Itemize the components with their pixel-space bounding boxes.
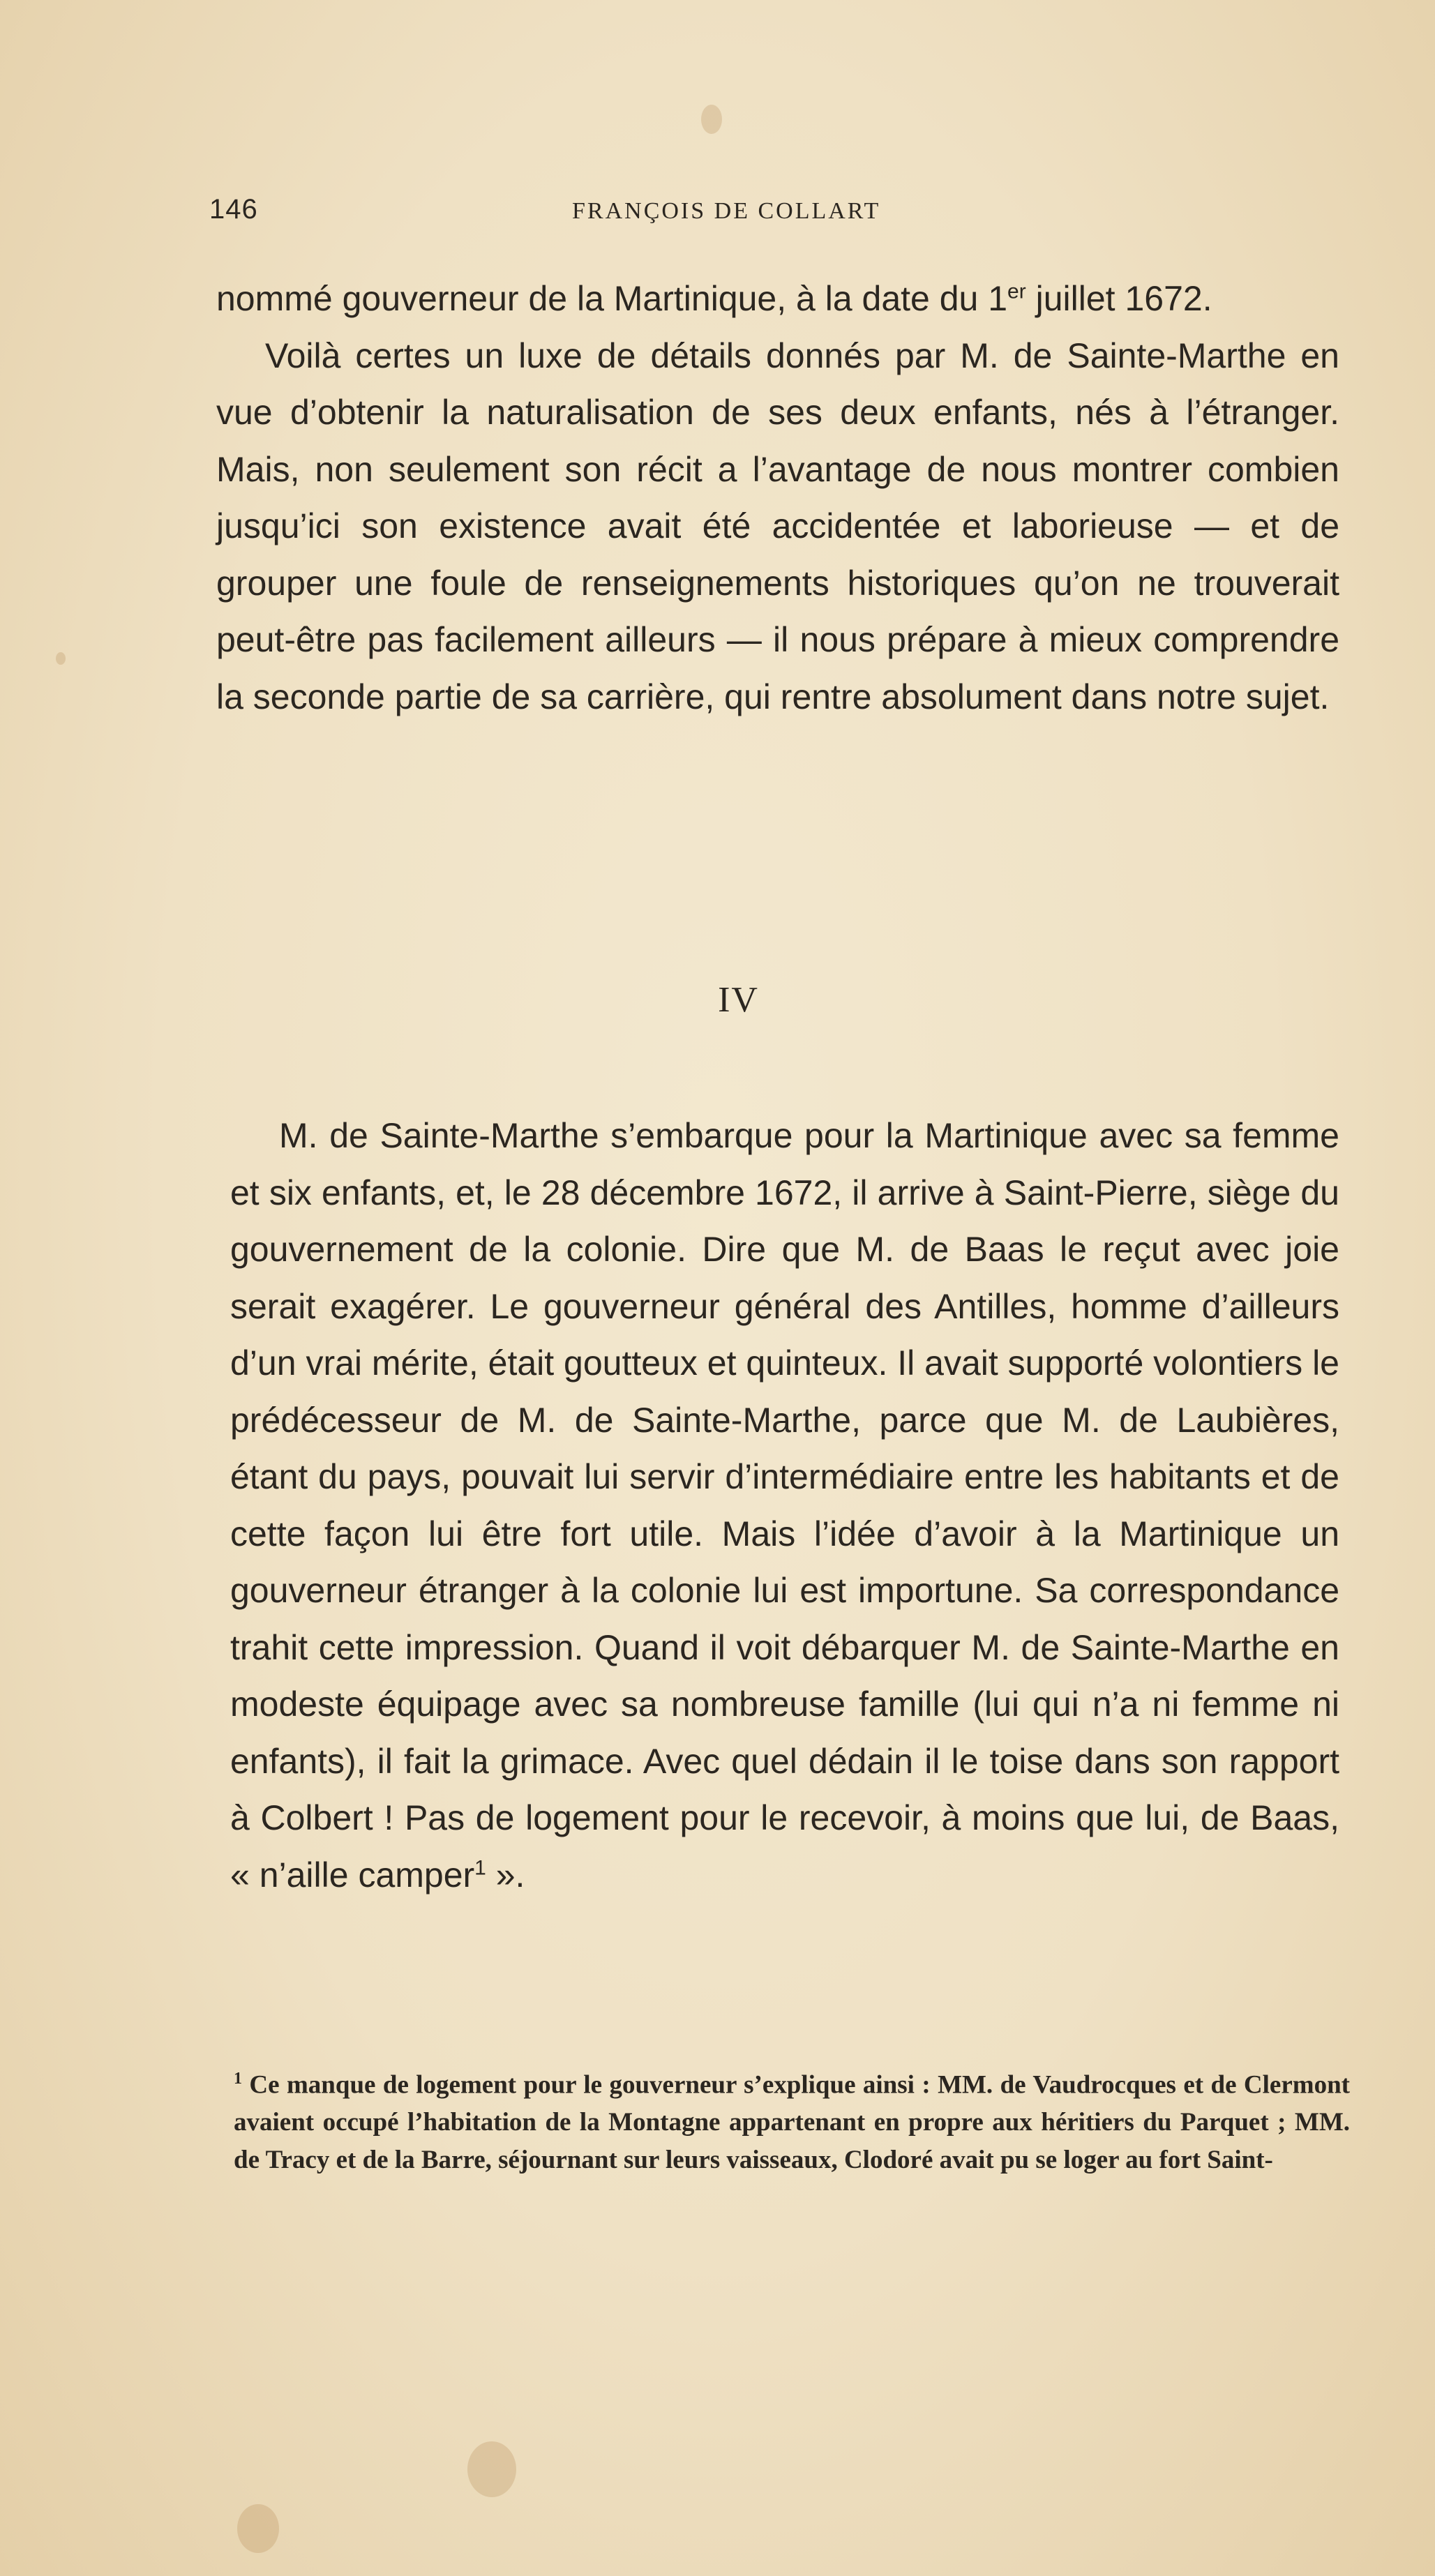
paragraph-text: M. de Sainte-Marthe s’embarque pour la Martinique avec sa femme et six enfants, et, le 28 décembre 1672, il arrive à Saint-Pierre, siège du gouvernement de la colonie. Dire que M. de Baas le reçut avec joie serait exagérer. Le gouverneur général des Antilles, homme d’ailleurs d’un vrai mérite, était goutteux et quinteux. Il avait supporté volontiers le prédécesseur de M. de Sainte-Marthe, parce que M. de Laubières, étant du pays, pouvait lui servir d’intermédiaire entre les habitants et de cette façon lui être fort utile. Mais l’idée d’avoir à la Martinique un gouverneur étranger à la colonie lui est importune. Sa correspondance trahit cette impression. Quand il voit débarquer M. de Sainte-Marthe en modeste équipage avec sa nombreuse famille (lui qui n’a ni femme ni enfants), il fait la grimace. Avec quel dédain il le toise dans son rapport à Colbert ! Pas de logement pour le recevoir, à moins que lui, de Baas, « n’aille camper xyxy=(230,1116,1339,1895)
footnote-marker: 1 xyxy=(234,2070,242,2088)
footnote xyxy=(234,2060,1350,2179)
footnote-text: Ce manque de logement pour le gouverneur s’explique ainsi : MM. de Vaudrocques et de Clermont avaient occupé l’habitation de la Montagne appartenant en propre aux héritiers du Parquet ; MM. de Tracy et de la Barre, séjournant sur leurs vaisseaux, Clodoré avait pu se loger au fort Saint- xyxy=(234,2070,1350,2175)
paragraph-text: juillet 1672. xyxy=(1025,279,1212,318)
superscript: er xyxy=(1007,280,1026,303)
foxing-spot xyxy=(467,2441,516,2497)
paragraph: Voilà certes un luxe de détails donnés par M. de Sainte-Marthe en vue d’obtenir la naturalisation de ses deux enfants, nés à l’étranger. Mais, non seulement son récit a l’avantage de nous montrer combien jusqu’ici son existence avait été accidentée et laborieuse — et de grouper une foule de renseignements historiques qu’on ne trouverait peut-être pas facilement ailleurs — il nous prépare à mieux comprendre la seconde partie de sa carrière, qui rentre absolument dans notre sujet. xyxy=(216,336,1339,716)
paragraph xyxy=(230,1108,1339,1904)
running-title: FRANÇOIS DE COLLART xyxy=(572,198,881,224)
page-header xyxy=(209,194,1339,236)
paragraph-text: ». xyxy=(486,1855,525,1895)
foxing-spot xyxy=(56,652,66,665)
paragraph-text: nommé gouverneur de la Martinique, à la date du 1 xyxy=(216,279,1008,318)
section-heading: IV xyxy=(718,980,759,1020)
footnote-ref: 1 xyxy=(474,1855,486,1879)
foxing-spot xyxy=(237,2504,279,2553)
text-block-top xyxy=(216,271,1339,725)
foxing-spot xyxy=(701,105,722,134)
text-block-bottom xyxy=(230,1108,1339,1904)
page-number: 146 xyxy=(209,194,258,225)
paragraph xyxy=(216,271,1339,328)
